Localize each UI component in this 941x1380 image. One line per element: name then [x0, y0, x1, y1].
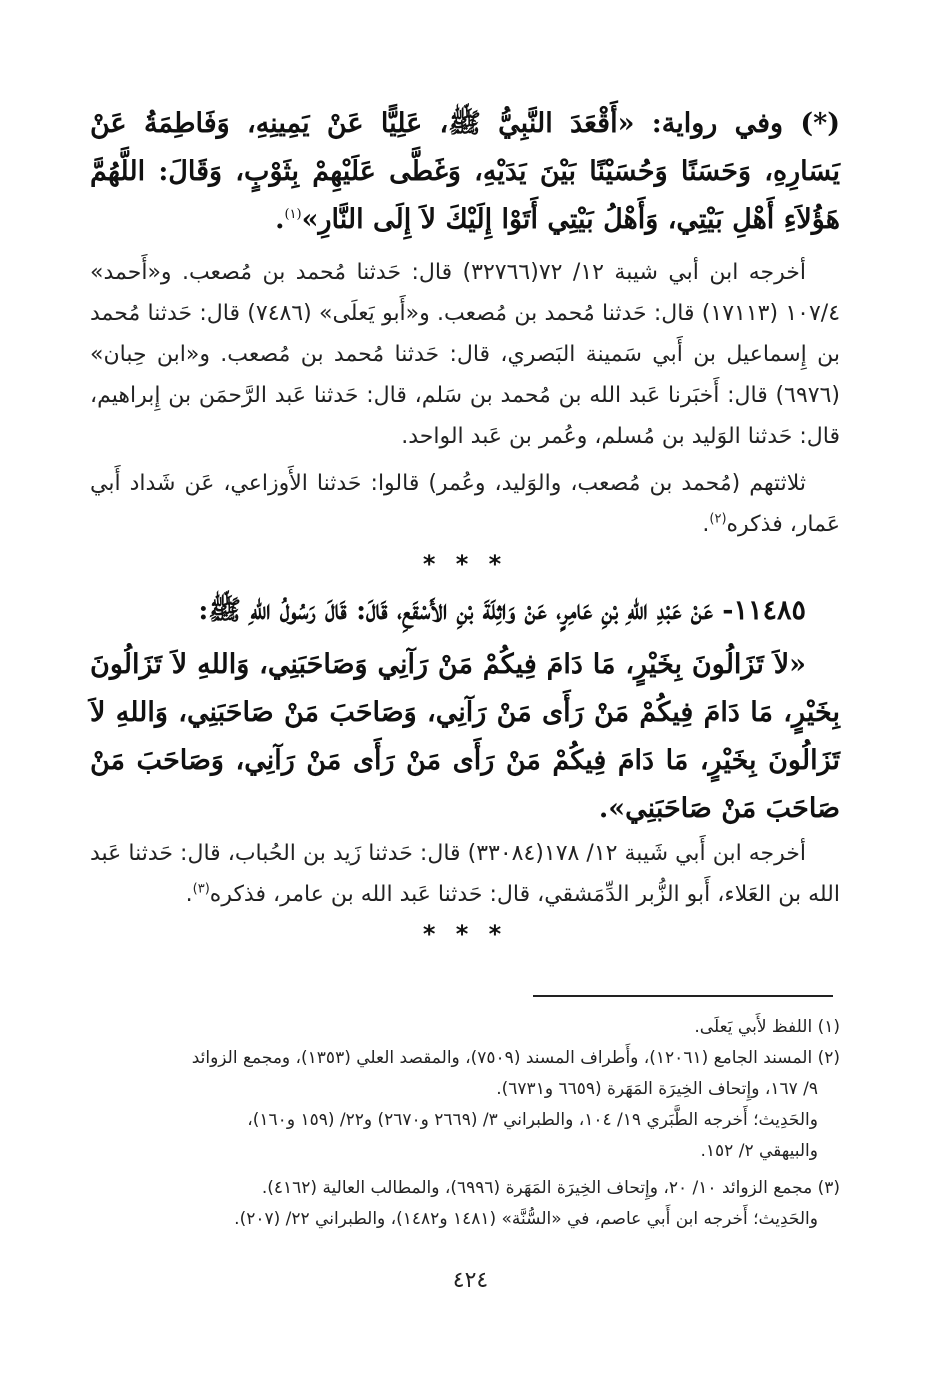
takhrij-paragraph-2-text: أخرجه ابن أَبي شَيبة ١٢/ ١٧٨(٣٣٠٨٤) قال: حَدثنا زَيد بن الحُباب، قال: حَدثنا عَبد الله بن العَلاء، أَبو الزُّبر الدِّمَشقي، قال: حَدثنا عَبد الله بن عامر، فذكره: [90, 841, 840, 907]
footnote-2: (٢) المسند الجامع (١٢٠٦١)، وأَطراف المسند (٧٥٠٩)، والمقصد العلي (١٣٥٣)، ومجمع الزوائد: [191, 1048, 840, 1068]
footnote-3: (٣) مجمع الزوائد ١٠/ ٢٠، وإِتحاف الخِيرَة المَهَرة (٦٩٩٦)، والمطالب العالية (٤١٦٢).: [261, 1178, 840, 1198]
takhrij-paragraph-1: أخرجه ابن أبي شيبة ١٢/ ٧٢(٣٢٧٦٦) قال: حَدثنا مُحمد بن مُصعب. و«أَحمد» ١٠٧/٤ (١٧١١٣) قال: حَدثنا مُحمد بن مُصعب. و«أَبو يَعلَى» (٧٤٨٦) قال: حَدثنا مُحمد بن إِسماعيل بن أَبي سَمينة البَصري، قال: حَدثنا مُحمد بن مُصعب. و«ابن حِبان» (٦٩٧٦) قال: أَخبَرنا عَبد الله بن مُحمد بن سَلم، قال: حَدثنا عَبد الرَّحمَن بن إِبراهيم، قال: حَدثنا الوَليد بن مُسلم، وعُمر بن عَبد الواحد.: [90, 260, 841, 449]
takhrij-summary-text: ثلاثتهم (مُحمد بن مُصعب، والوَليد، وعُمر) قالوا: حَدثنا الأَوزاعي، عَن شَداد أَبي عَمار، فذكره: [90, 471, 840, 537]
footnote-1: (١) اللفظ لأَبي يَعلَى.: [694, 1017, 840, 1037]
hadith-variant-text: (*) وفي رواية: «أَقْعَدَ النَّبِيُّ ﷺ، عَلِيًّا عَنْ يَمِينِهِ، وَفَاطِمَةُ عَنْ يَسَارِهِ، وَحَسَنًا وَحُسَيْنًا بَيْنَ يَدَيْهِ، وَغَطَّى عَلَيْهِمْ بِثَوْبٍ، وَقَالَ: اللَّهُمَّ هَؤُلاَءِ أَهْلِ بَيْتِي، وَأَهْلُ بَيْتِي أَتَوْا إِلَيْكَ لاَ إِلَى النَّارِ»: [90, 108, 840, 235]
page-number: ٤٢٤: [452, 1268, 489, 1293]
takhrij-paragraph-2: أخرجه ابن أَبي شَيبة ١٢/ ١٧٨(٣٣٠٨٤) قال: حَدثنا زَيد بن الحُباب، قال: حَدثنا عَبد الله بن العَلاء، أَبو الزُّبر الدِّمَشقي، قال: حَدثنا عَبد الله بن عامر، فذكره$^{(٣)}$.: [90, 841, 840, 907]
footnote-2-continued: ٩/ ١٦٧، وإِتحاف الخِيرَة المَهَرة (٦٦٥٩ و٦٧٣١).: [496, 1079, 818, 1099]
footnote-3-hadith-line: والحَدِيث؛ أَخرجه ابن أَبي عاصم، في «السُّنَّة» (١٤٨١ و١٤٨٢)، والطبراني ٢٢/ (٢٠٧).: [234, 1209, 818, 1229]
footnote-2-hadith-line: والحَدِيث؛ أَخرجه الطَّبَري ١٩/ ١٠٤، والطبراني ٣/ (٢٦٦٩ و٢٦٧٠) و٢٢/ (١٥٩ و١٦٠)،: [247, 1110, 818, 1130]
footnote-marker-3: (٣): [192, 881, 210, 897]
footnote-marker-2: (٢): [709, 511, 727, 527]
hadith-matn: «لاَ تَزَالُونَ بِخَيْرٍ، مَا دَامَ فِيكُمْ مَنْ رَآنِي وَصَاحَبَنِي، وَاللهِ لاَ تَزَالُونَ بِخَيْرٍ، مَا دَامَ فِيكُمْ مَنْ رَأَى مَنْ رَآنِي، وَصَاحَبَ مَنْ صَاحَبَنِي، وَاللهِ لاَ تَزَالُونَ بِخَيْرٍ، مَا دَامَ فِيكُمْ مَنْ رَأَى مَنْ رَأَى مَنْ رَآنِي، وَصَاحَبَ مَنْ صَاحَبَ مَنْ صَاحَبَنِي».: [90, 649, 840, 824]
footnote-divider: [533, 995, 833, 997]
footnote-marker-1: (١): [284, 207, 302, 222]
main-text: [90, 100, 840, 957]
hadith-variant-paragraph: (*) وفي رواية: «أَقْعَدَ النَّبِيُّ ﷺ، عَلِيًّا عَنْ يَمِينِهِ، وَفَاطِمَةُ عَنْ يَسَارِهِ، وَحَسَنًا وَحُسَيْنًا بَيْنَ يَدَيْهِ، وَغَطَّى عَلَيْهِمْ بِثَوْبٍ، وَقَالَ: اللَّهُمَّ هَؤُلاَءِ أَهْلِ بَيْتِي، وَأَهْلُ بَيْتِي أَتَوْا إِلَيْكَ لاَ إِلَى النَّارِ»$^{(١)}$.: [90, 108, 840, 235]
footnote-2-hadith-line-end: والبيهقي ٢/ ١٥٢.: [700, 1141, 818, 1161]
hadith-heading: ١١٤٨٥- عَنْ عَبْدِ اللهِ بْنِ عَامِرٍ، عَنْ وَاثِلَةَ بْنِ الأَسْقَعِ، قَالَ: قَالَ رَسُولُ اللهِ ﷺ:: [198, 595, 806, 626]
takhrij-summary-paragraph: ثلاثتهم (مُحمد بن مُصعب، والوَليد، وعُمر) قالوا: حَدثنا الأَوزاعي، عَن شَداد أَبي عَمار، فذكره$^{(٢)}$.: [90, 471, 840, 537]
section-separator-2: * * *: [422, 920, 508, 948]
footnotes: [90, 1012, 840, 1235]
section-separator-1: * * *: [422, 550, 508, 578]
